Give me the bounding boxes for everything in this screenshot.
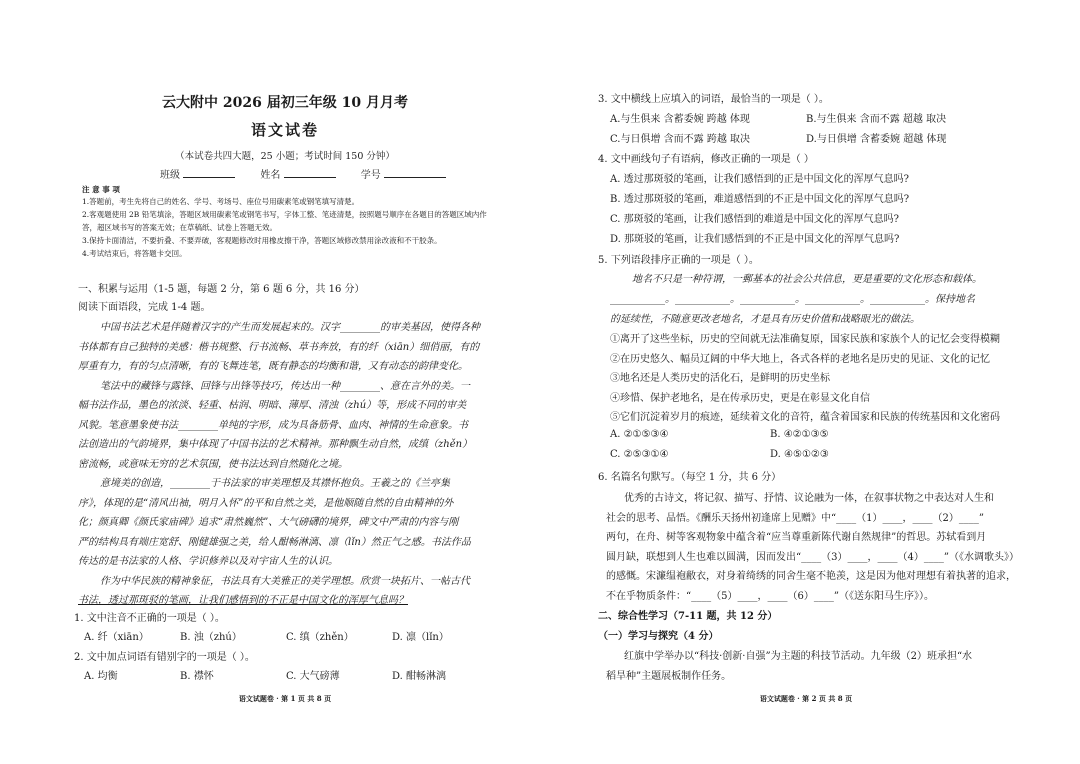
passage-line: 中国书法艺术是伴随着汉字的产生而发展起来的。汉字________的审美基因，使得各种	[100, 322, 480, 333]
page-2	[596, 0, 1019, 764]
name-label: 姓名	[260, 170, 281, 181]
q5-item: ②在历史悠久、幅员辽阔的中华大地上，各式各样的老地名是历史的见证、文化的记忆	[610, 353, 990, 365]
q6-line: 不在乎物质条件：“____（5）____，____（6）____”（《送东阳马生序》）。	[606, 590, 934, 602]
passage-line: 严的结构具有端庄宽舒、刚健雄强之美，给人酣畅淋漓、凛（lǐn）然正气之感。书法作品	[78, 536, 471, 548]
q1-option: C. 缜（zhěn）	[286, 632, 354, 643]
number-label: 学号	[360, 170, 381, 181]
reading-prompt: 阅读下面语段，完成 1-4 题。	[78, 302, 211, 313]
question-5: 5. 下列语段排序正确的一项是（ ）。	[598, 255, 759, 266]
passage-line: 序》，体现的是“清风出袖，明月入怀”的平和自然之美，是他顺随自然的自由精神的外	[78, 497, 454, 509]
q5-blanks: ___________。___________。___________。___________。___________。保持地名	[610, 294, 975, 305]
note-line: 2.客观题使用 2B 铅笔填涂，答题区域用碳素笔或钢笔书写，字体工整、笔迹清楚，按照题号顺序在各题目的答题区域内作	[82, 210, 487, 219]
q2-option: D. 酣畅淋漓	[392, 671, 447, 682]
q5-option: D. ④⑤①②③	[770, 449, 829, 460]
question-2: 2. 文中加点词语有错别字的一项是（ ）。	[74, 652, 255, 663]
q6-line: 优秀的古诗文，将记叙、描写、抒情、议论融为一体，在叙事状物之中表达对人生和	[624, 493, 994, 504]
q3-option: B.与生俱来 含而不露 超越 取决	[806, 114, 947, 125]
passage-line: 书法，透过那斑驳的笔画，让我们感悟到的不正是中国文化的浑厚气息吗？	[78, 595, 408, 606]
question-3: 3. 文中横线上应填入的词语，最恰当的一项是（ ）。	[598, 94, 829, 105]
q3-option: C.与日俱增 含而不露 跨越 取决	[610, 134, 751, 145]
name-blank[interactable]	[284, 166, 336, 178]
question-4: 4. 文中画线句子有语病，修改正确的一项是（ ）	[598, 154, 814, 165]
passage-line: 传达的是书法家的人格、学识修养以及对宇宙人生的认识。	[78, 556, 338, 567]
note-line: 1.答题前，考生先将自己的姓名、学号、考场号、座位号用碳素笔或钢笔填写清楚。	[82, 197, 360, 206]
q6-line: 圆月缺，联想到人生也难以圆满，因而发出“____（3）____，____（4）____”（《水调歌头》）	[606, 551, 1019, 563]
q1-option: A. 纤（xiān）	[84, 632, 149, 643]
class-blank[interactable]	[183, 166, 235, 178]
passage-line: 厚重有力，有的匀点清晰，有的飞舞连笔，既有静态的均衡和谐，又有动态的韵律变化。	[78, 361, 468, 372]
q6-line: 两句，在舟、树等客观物象中蕴含着“应当尊重新陈代谢自然规律”的哲思。苏轼看到月	[606, 532, 987, 543]
q5-option: B. ④②①③⑤	[770, 429, 829, 440]
student-fields	[160, 166, 446, 181]
q2-option: C. 大气磅薄	[286, 671, 340, 682]
q5-item: ④珍惜、保护老地名，是在传承历史，更是在彰显文化自信	[610, 392, 870, 404]
section-2-heading: 二、综合性学习（7-11 题，共 12 分）	[598, 611, 778, 622]
activity-line: 红旗中学举办以“科技·创新·自强”为主题的科技节活动。九年级（2）班承担“水	[624, 651, 973, 662]
question-1: 1. 文中注音不正确的一项是（ ）。	[74, 613, 225, 624]
q4-option: B. 透过那斑驳的笔画，难道感悟到的不正是中国文化的浑厚气息吗?	[610, 194, 910, 205]
passage-line: 化；颜真卿《颜氏家庙碑》追求“肃然巍然”、大气磅礴的境界，碑文中严肃的内容与刚	[78, 517, 459, 528]
q4-option: A. 透过那斑驳的笔画，让我们感悟到的正是中国文化的浑厚气息吗?	[610, 174, 909, 185]
q6-line: 社会的思考、品悟。《酬乐天扬州初逢席上见赠》中“____（1）____，____（2）____”	[606, 512, 984, 524]
passage-line: 书体都有自己独特的美感：楷书规整、行书流畅、草书奔放，有的纤（xiān）细俏丽，有的	[78, 341, 480, 353]
number-blank[interactable]	[384, 166, 446, 178]
q2-option: B. 襟怀	[180, 671, 214, 682]
q4-option: D. 那斑驳的笔画，让我们感悟到的不正是中国文化的浑厚气息吗?	[610, 234, 900, 245]
passage-line: 作为中华民族的精神象征，书法具有大美雅正的美学理想。欣赏一块拓片、一帖古代	[100, 575, 470, 587]
page-2-footer: 语文试题卷 · 第 2 页 共 8 页	[759, 694, 853, 703]
question-6: 6. 名篇名句默写。（每空 1 分，共 6 分）	[598, 472, 782, 483]
q3-option: D.与日俱增 含蓄委婉 超越 体现	[806, 134, 947, 145]
q6-line: 的感慨。宋濂缊袍敝衣，对身着绮绣的同舍生毫不艳羡，这是因为他对理想有着执著的追求，	[606, 571, 1016, 582]
exam-info: （本试卷共四大题，25 小题；考试时间 150 分钟）	[175, 151, 395, 162]
passage-line: 密流畅，或意味无穷的艺术氛围，使书法达到自然随化之境。	[78, 458, 348, 470]
q5-item: ⑤它们沉淀着岁月的痕迹，延续着文化的音符，蕴含着国家和民族的传统基因和文化密码	[610, 412, 1000, 423]
q2-option: A. 均衡	[84, 671, 118, 682]
activity-line: 稻旱种”主题展板制作任务。	[606, 670, 732, 682]
q5-item: ③地名还是人类历史的活化石，是鲜明的历史坐标	[610, 373, 830, 384]
q5-option: A. ②①⑤③④	[610, 429, 669, 440]
exam-subtitle: 语文试卷	[250, 121, 319, 139]
class-label: 班级	[160, 170, 180, 181]
q5-item: ①离开了这些坐标，历史的空间就无法准确复原，国家民族和家族个人的记忆会变得模糊	[610, 334, 1000, 345]
passage-line: 风貌。笔意墨象使书法________单纯的字形，成为具备筋骨、血肉、神情的生命意象。书	[78, 419, 468, 431]
page-1-footer: 语文试题卷 · 第 1 页 共 8 页	[238, 694, 332, 703]
q4-option: C. 那斑驳的笔画，让我们感悟到的难道是中国文化的浑厚气息吗?	[610, 214, 900, 225]
note-line: 3.保持卡面清洁，不要折叠、不要弄破，客观题修改时用橡皮擦干净，答题区域修改禁用涂改液和不干胶条。	[82, 236, 442, 245]
exam-title: 云大附中 2026 届初三年级 10 月月考	[162, 95, 408, 111]
q1-option: D. 凛（lǐn）	[392, 632, 449, 643]
passage-line: 意境美的创造，________于书法家的审美理想及其襟怀抱负。王羲之的《兰亭集	[100, 478, 450, 489]
page-1	[60, 0, 510, 764]
q3-option: A.与生俱来 含蓄委婉 跨越 体现	[610, 114, 750, 125]
note-line: 4.考试结束后，将答题卡交回。	[82, 249, 187, 258]
q1-option: B. 浊（zhú）	[180, 632, 242, 643]
passage-line: 法创造出的气韵境界，集中体现了中国书法的艺术精神。那种飘生动自然，成缜（zhěn）	[78, 439, 473, 450]
section-1-heading: 一、积累与运用（1-5 题，每题 2 分，第 6 题 6 分，共 16 分）	[78, 284, 365, 295]
subsection-heading: （一）学习与探究（4 分）	[598, 631, 719, 642]
notes-heading: 注 意 事 项	[82, 185, 120, 194]
q5-intro: 地名不只是一种符谓，一郵基本的社会公共信息，更是重要的文化形态和载体。	[632, 274, 982, 285]
passage-line: 幅书法作品，墨色的浓淡、轻重、枯润、明暗、薄厚、清浊（zhú）等，形成不同的审美	[78, 400, 467, 411]
q5-tail: 的延续性，不随意更改老地名，才是具有历史价值和战略眼光的做法。	[610, 314, 920, 325]
q5-option: C. ②⑤③①④	[610, 449, 669, 460]
note-line: 答，超区域书写的答案无效；在草稿纸、试卷上答题无效。	[82, 223, 277, 232]
passage-line: 笔法中的藏锋与露锋、回锋与出锋等技巧，传达出一种________、意在言外的美。一	[100, 380, 470, 392]
